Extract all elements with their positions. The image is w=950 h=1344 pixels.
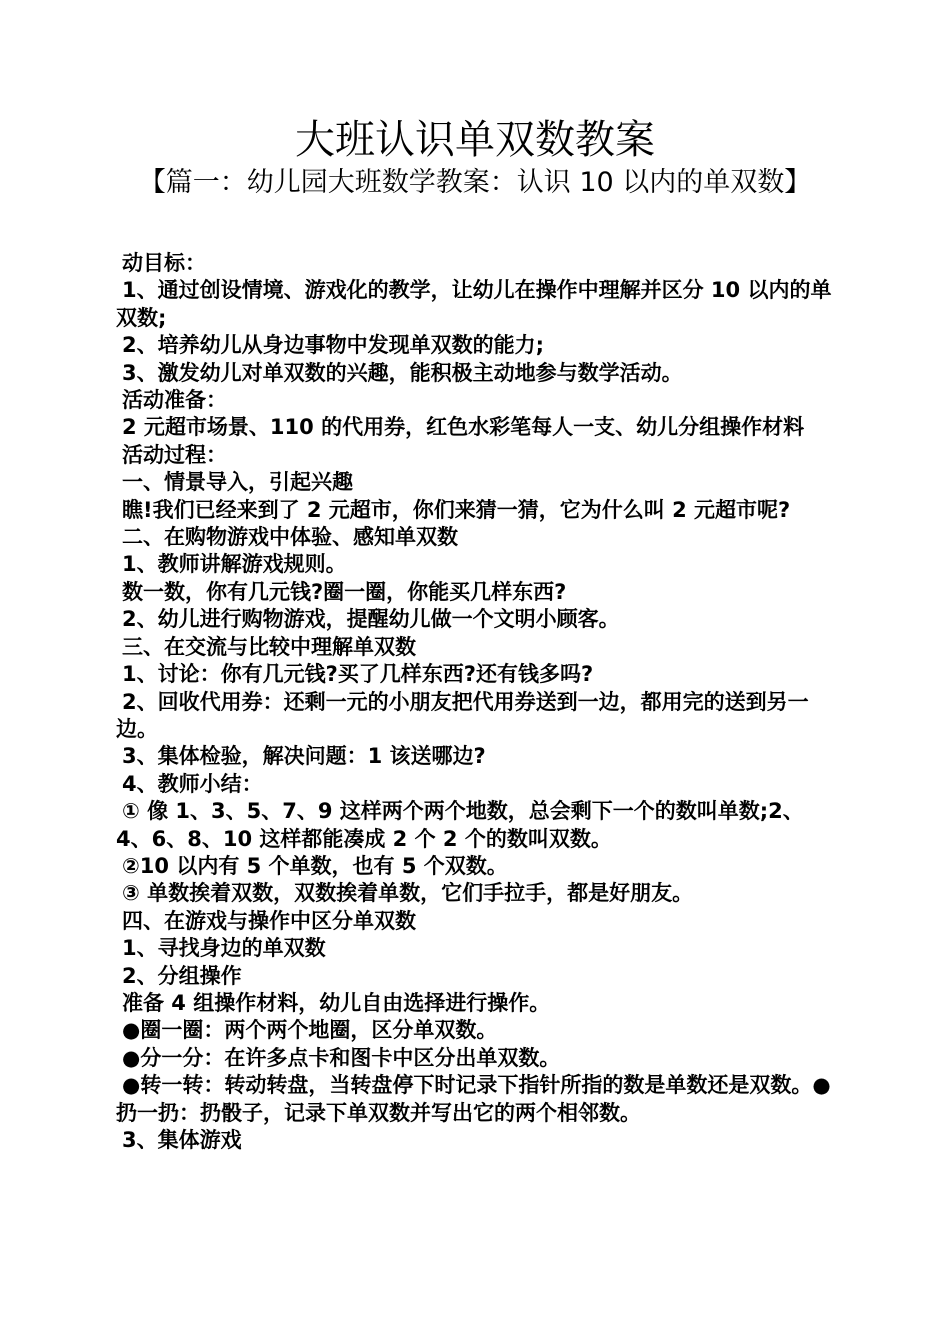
body-line: 瞧!我们已经来到了 2 元超市，你们来猜一猜，它为什么叫 2 元超市呢? [122, 497, 791, 522]
body-line: ●转一转：转动转盘，当转盘停下时记录下指针所指的数是单数还是双数。●扔一扔：扔骰子，记录下单双数并写出它的两个相邻数。 [116, 1073, 831, 1125]
body-line: 2、分组操作 [122, 963, 242, 988]
body-line: 动目标： [122, 251, 206, 275]
body-line: ●分一分：在许多点卡和图卡中区分出单双数。 [122, 1045, 561, 1070]
body-line: 活动准备： [122, 388, 227, 413]
body-line: 一、情景导入，引起兴趣 [122, 470, 353, 495]
body-line: 准备 4 组操作材料，幼儿自由选择进行操作。 [122, 990, 551, 1015]
body-line: ●圈一圈：两个两个地圈，区分单双数。 [122, 1018, 498, 1043]
body-line: 2、回收代用券：还剩一元的小朋友把代用券送到一边，都用完的送到另一边。 [116, 689, 809, 741]
body-line: 三、在交流与比较中理解单双数 [122, 634, 416, 659]
document-subtitle: 【篇一：幼儿园大班数学教案：认识 10 以内的单双数】 [138, 167, 812, 198]
document-body [116, 250, 836, 1154]
body-line: 2、幼儿进行购物游戏，提醒幼儿做一个文明小顾客。 [122, 607, 620, 632]
body-line: 二、在购物游戏中体验、感知单双数 [122, 525, 458, 550]
body-line: ① 像 1、3、5、7、9 这样两个两个地数，总会剩下一个的数叫单数;2、4、6、8、10 这样都能凑成 2 个 2 个的数叫双数。 [116, 799, 804, 851]
body-line: 1、寻找身边的单双数 [122, 936, 326, 961]
body-line: 1、教师讲解游戏规则。 [122, 552, 347, 577]
body-line: 数一数，你有几元钱?圈一圈，你能买几样东西? [122, 579, 567, 604]
body-line: 3、集体检验，解决问题：1 该送哪边? [122, 744, 486, 769]
body-line: ③ 单数挨着双数，双数挨着单数，它们手拉手，都是好朋友。 [122, 881, 694, 906]
body-line: 4、教师小结： [122, 771, 263, 796]
body-line: 1、讨论：你有几元钱?买了几样东西?还有钱多吗? [122, 662, 594, 687]
body-line: 2 元超市场景、110 的代用券，红色水彩笔每人一支、幼儿分组操作材料 [122, 415, 805, 440]
body-line: 1、通过创设情境、游戏化的教学，让幼儿在操作中理解并区分 10 以内的单双数; [116, 278, 832, 330]
body-line: 3、激发幼儿对单双数的兴趣，能积极主动地参与数学活动。 [122, 360, 683, 385]
body-line: 四、在游戏与操作中区分单双数 [122, 908, 416, 933]
body-line: 2、培养幼儿从身边事物中发现单双数的能力; [122, 333, 545, 358]
body-line: 活动过程： [122, 442, 227, 467]
body-line: 3、集体游戏 [122, 1128, 242, 1152]
document-title: 大班认识单双数教案 [295, 117, 655, 163]
body-line: ②10 以内有 5 个单数，也有 5 个双数。 [122, 853, 508, 878]
